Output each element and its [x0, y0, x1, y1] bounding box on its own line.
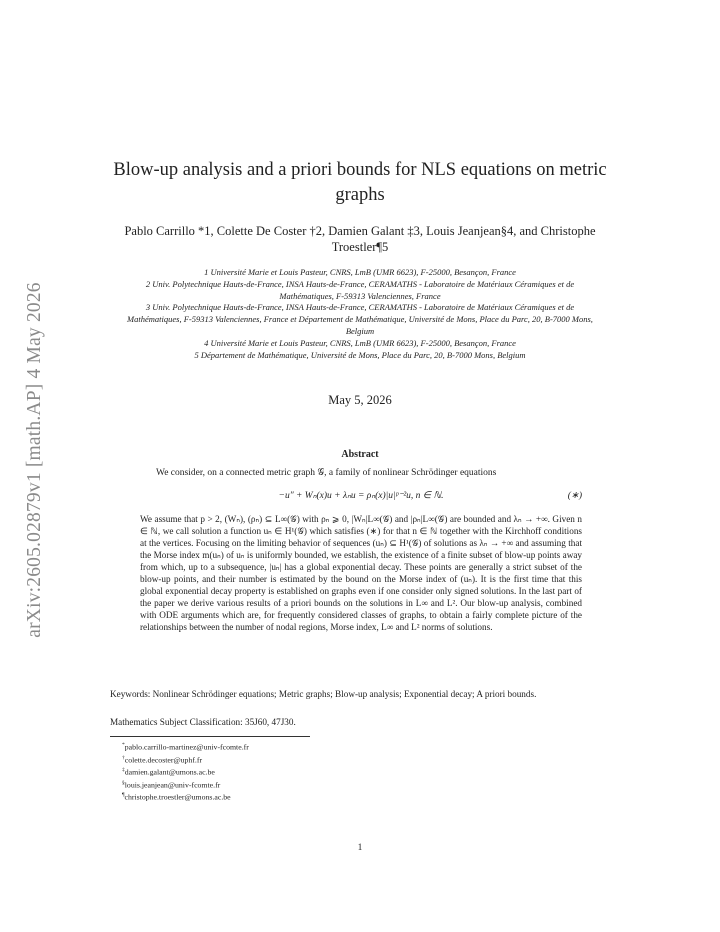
affiliation-1: 1 Université Marie et Louis Pasteur, CNRS, LmB (UMR 6623), F-25000, Besançon, France [204, 267, 516, 277]
footnote: ¶christophe.troestler@umons.ac.be [122, 792, 231, 802]
affiliation-4: 4 Université Marie et Louis Pasteur, CNRS, LmB (UMR 6623), F-25000, Besançon, France [204, 337, 516, 348]
footnote-email[interactable]: louis.jeanjean@univ-fcomte.fr [124, 780, 221, 790]
msc-classification: Mathematics Subject Classification: 35J60, 47J30. [110, 717, 296, 727]
affiliation-5: 5 Département de Mathématique, Université de Mons, Place du Parc, 20, B-7000 Mons, Belgium [194, 349, 526, 360]
footnote: §louis.jeanjean@univ-fcomte.fr [122, 779, 221, 790]
footnote: †colette.decoster@uphf.fr [122, 754, 203, 765]
footnotes [122, 740, 422, 803]
footnote-email[interactable]: pablo.carrillo-martinez@univ-fcomte.fr [124, 742, 249, 752]
author-list: Pablo Carrillo *1, Colette De Coster †2, Damien Galant ‡3, Louis Jeanjean§4, and Christophe Troestler¶5 [124, 224, 596, 254]
equation-body: −u″ + Wₙ(x)u + λₙu = ρₙ(x)|u|ᵖ⁻²u, n ∈ ℕ. [278, 491, 444, 501]
affiliation-2: 2 Univ. Polytechnique Hauts-de-France, INSA Hauts-de-France, CERAMATHS - Laboratoire de Matériaux Céramiques et de Mathématiques, F-59313 Valenciennes, France [145, 278, 575, 301]
equation-tag: (∗) [567, 491, 582, 501]
footnote-email[interactable]: damien.galant@umons.ac.be [124, 767, 215, 777]
arxiv-stamp [18, 250, 52, 670]
arxiv-stamp-text: arXiv:2605.02879v1 [math.AP] 4 May 2026 [24, 282, 46, 638]
affiliation-3: 3 Univ. Polytechnique Hauts-de-France, INSA Hauts-de-France, CERAMATHS - Laboratoire de Matériaux Céramiques et de Mathématiques, F-59313 Valenciennes, France et Département de Mathématique, Université de Mons, Place du Parc, 20, B-7000 Mons, Belgium [127, 302, 593, 336]
footnote: ‡damien.galant@umons.ac.be [122, 767, 215, 777]
footnote-email[interactable]: christophe.troestler@umons.ac.be [124, 792, 231, 802]
page-number: 1 [357, 843, 363, 853]
footnote-email[interactable]: colette.decoster@uphf.fr [124, 755, 203, 765]
abstract-body: We assume that p > 2, (Wₙ), (ρₙ) ⊆ L∞(𝒢) with ρₙ ⩾ 0, |Wₙ|L∞(𝒢) and |ρₙ|L∞(𝒢) are bounded and λₙ → +∞. Given n ∈ ℕ, we call solution a function uₙ ∈ H¹(𝒢) which satisfies (∗) for that n ∈ ℕ together with the Kirchhoff conditions at the vertices. Focusing on the limiting behavior of sequences (uₙ) ⊆ H¹(𝒢) of solutions as λₙ → +∞ and assuming that the Morse index m(uₙ) of uₙ is uniformly bounded, we establish, the existence of a finite subset of blow-up points away from which, up to a subsequence, |uₙ| has a global exponential decay. These points are generally a strict subset of the blow-up points, and their number is estimated by the bound on the Morse index of (uₙ). It is the first time that this global exponential decay property is established on graphs even if one consider only signed solutions. In the last part of the paper we derive various results of a priori bounds on the solutions in L∞ and L². Our blow-up analysis, combined with ODE arguments which are, for frequently considered classes of graphs, to obtain a fairly complete picture of the relationships between the number of nodal regions, Morse index, L∞ and L² norms of solutions. [140, 514, 582, 632]
display-equation [140, 490, 582, 504]
paper-title: Blow-up analysis and a priori bounds for NLS equations on metric graphs [113, 160, 607, 205]
footnote: *pablo.carrillo-martinez@univ-fcomte.fr [122, 742, 249, 752]
footnote-rule [110, 736, 310, 737]
keywords: Keywords: Nonlinear Schrödinger equations; Metric graphs; Blow-up analysis; Exponential decay; A priori bounds. [110, 689, 537, 699]
abstract-heading: Abstract [341, 449, 379, 460]
abstract-intro: We consider, on a connected metric graph 𝒢, a family of nonlinear Schrödinger equations [156, 468, 497, 478]
affiliations [118, 267, 602, 361]
paper-date: May 5, 2026 [328, 393, 392, 407]
